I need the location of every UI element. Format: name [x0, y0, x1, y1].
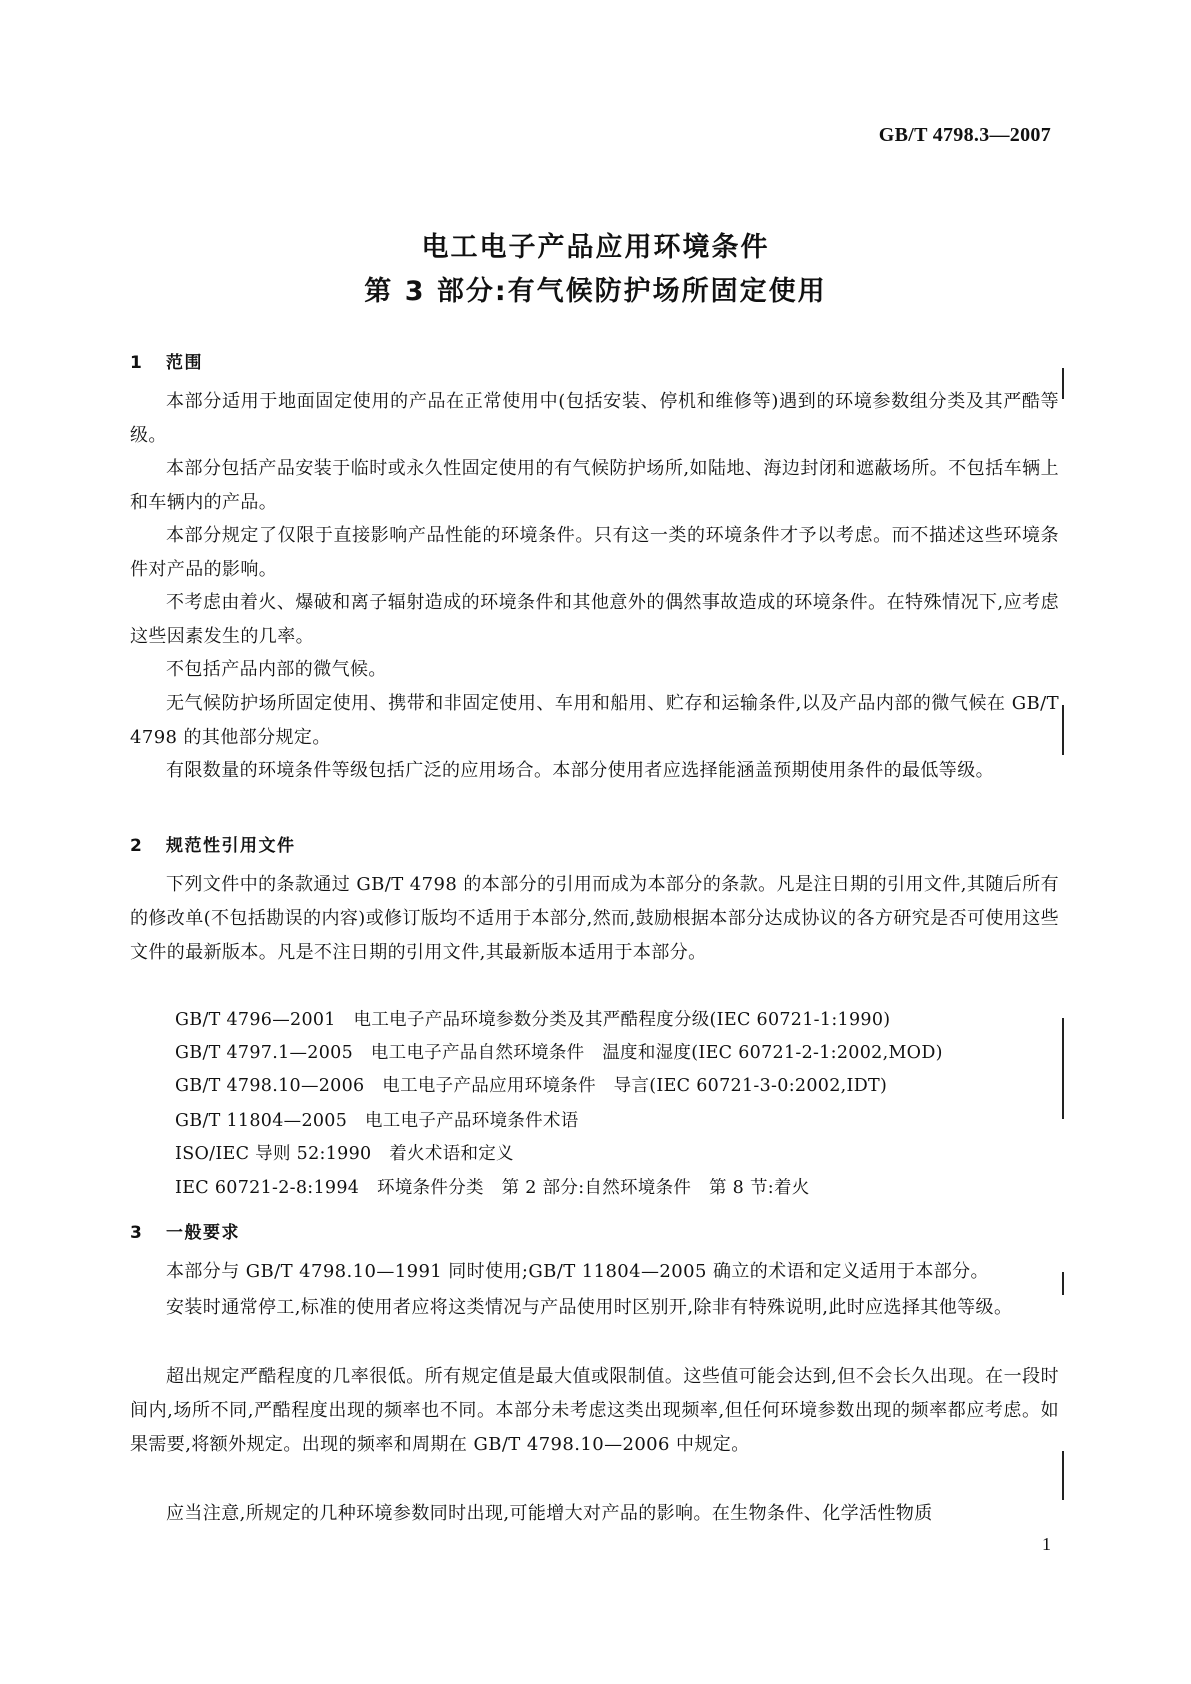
- revision-change-bar: [1062, 1272, 1064, 1295]
- document-title: [0, 226, 1191, 314]
- page-number: 1: [1042, 1534, 1051, 1554]
- paragraph: 无气候防护场所固定使用、携带和非固定使用、车用和船用、贮存和运输条件,以及产品内部的微气候在 GB/T 4798 的其他部分规定。: [130, 693, 1059, 748]
- title-line-1: 电工电子产品应用环境条件: [421, 232, 770, 263]
- paragraph: 超出规定严酷程度的几率很低。所有规定值是最大值或限制值。这些值可能会达到,但不会长久出现。在一段时间内,场所不同,严酷程度出现的频率也不同。本部分未考虑这类出现频率,但任何环境参数出现的频率都应考虑。如果需要,将额外规定。出现的频率和周期在 GB/T 4798.10—2006 中规定。: [130, 1366, 1059, 1455]
- section-number: 3: [130, 1223, 144, 1243]
- reference-item: GB/T 4797.1—2005 电工电子产品自然环境条件 温度和湿度(IEC 60721-2-1:2002,MOD): [175, 1043, 943, 1063]
- paragraph: 本部分规定了仅限于直接影响产品性能的环境条件。只有这一类的环境条件才予以考虑。而不描述这些环境条件对产品的影响。: [130, 525, 1059, 580]
- reference-item: GB/T 4796—2001 电工电子产品环境参数分类及其严酷程度分级(IEC 60721-1:1990): [175, 1010, 891, 1030]
- paragraph: 本部分包括产品安装于临时或永久性固定使用的有气候防护场所,如陆地、海边封闭和遮蔽场所。不包括车辆上和车辆内的产品。: [130, 458, 1059, 513]
- section-title: 规范性引用文件: [166, 836, 296, 856]
- section-number: 1: [130, 353, 144, 373]
- reference-item: GB/T 11804—2005 电工电子产品环境条件术语: [175, 1111, 579, 1131]
- paragraph: 本部分适用于地面固定使用的产品在正常使用中(包括安装、停机和维修等)遇到的环境参数组分类及其严酷等级。: [130, 391, 1059, 446]
- section-heading-1: [130, 348, 203, 373]
- paragraph: 安装时通常停工,标准的使用者应将这类情况与产品使用时区别开,除非有特殊说明,此时应选择其他等级。: [166, 1297, 1013, 1318]
- section-heading-3: [130, 1218, 240, 1243]
- standard-code: GB/T 4798.3—2007: [878, 124, 1051, 146]
- title-line-2: 第 3 部分:有气候防护场所固定使用: [364, 276, 827, 307]
- reference-item: IEC 60721-2-8:1994 环境条件分类 第 2 部分:自然环境条件 第 8 节:着火: [175, 1178, 810, 1198]
- section-number: 2: [130, 836, 144, 856]
- paragraph: 应当注意,所规定的几种环境参数同时出现,可能增大对产品的影响。在生物条件、化学活性物质: [166, 1503, 933, 1524]
- paragraph: 有限数量的环境条件等级包括广泛的应用场合。本部分使用者应选择能涵盖预期使用条件的最低等级。: [166, 760, 994, 781]
- paragraph: 本部分与 GB/T 4798.10—1991 同时使用;GB/T 11804—2005 确立的术语和定义适用于本部分。: [166, 1261, 989, 1282]
- revision-change-bar: [1062, 1018, 1064, 1119]
- paragraph: 不考虑由着火、爆破和离子辐射造成的环境条件和其他意外的偶然事故造成的环境条件。在特殊情况下,应考虑这些因素发生的几率。: [130, 592, 1059, 647]
- paragraph: 不包括产品内部的微气候。: [166, 659, 387, 680]
- reference-item: ISO/IEC 导则 52:1990 着火术语和定义: [175, 1144, 514, 1164]
- section-title: 一般要求: [166, 1223, 240, 1243]
- section-heading-2: [130, 831, 296, 856]
- revision-change-bar: [1062, 1451, 1064, 1500]
- revision-change-bar: [1062, 705, 1064, 755]
- reference-item: GB/T 4798.10—2006 电工电子产品应用环境条件 导言(IEC 60721-3-0:2002,IDT): [175, 1076, 888, 1096]
- revision-change-bar: [1062, 368, 1064, 399]
- paragraph: 下列文件中的条款通过 GB/T 4798 的本部分的引用而成为本部分的条款。凡是注日期的引用文件,其随后所有的修改单(不包括勘误的内容)或修订版均不适用于本部分,然而,鼓励根据本部分达成协议的各方研究是否可使用这些文件的最新版本。凡是不注日期的引用文件,其最新版本适用于本部分。: [130, 874, 1059, 963]
- section-title: 范围: [166, 353, 203, 373]
